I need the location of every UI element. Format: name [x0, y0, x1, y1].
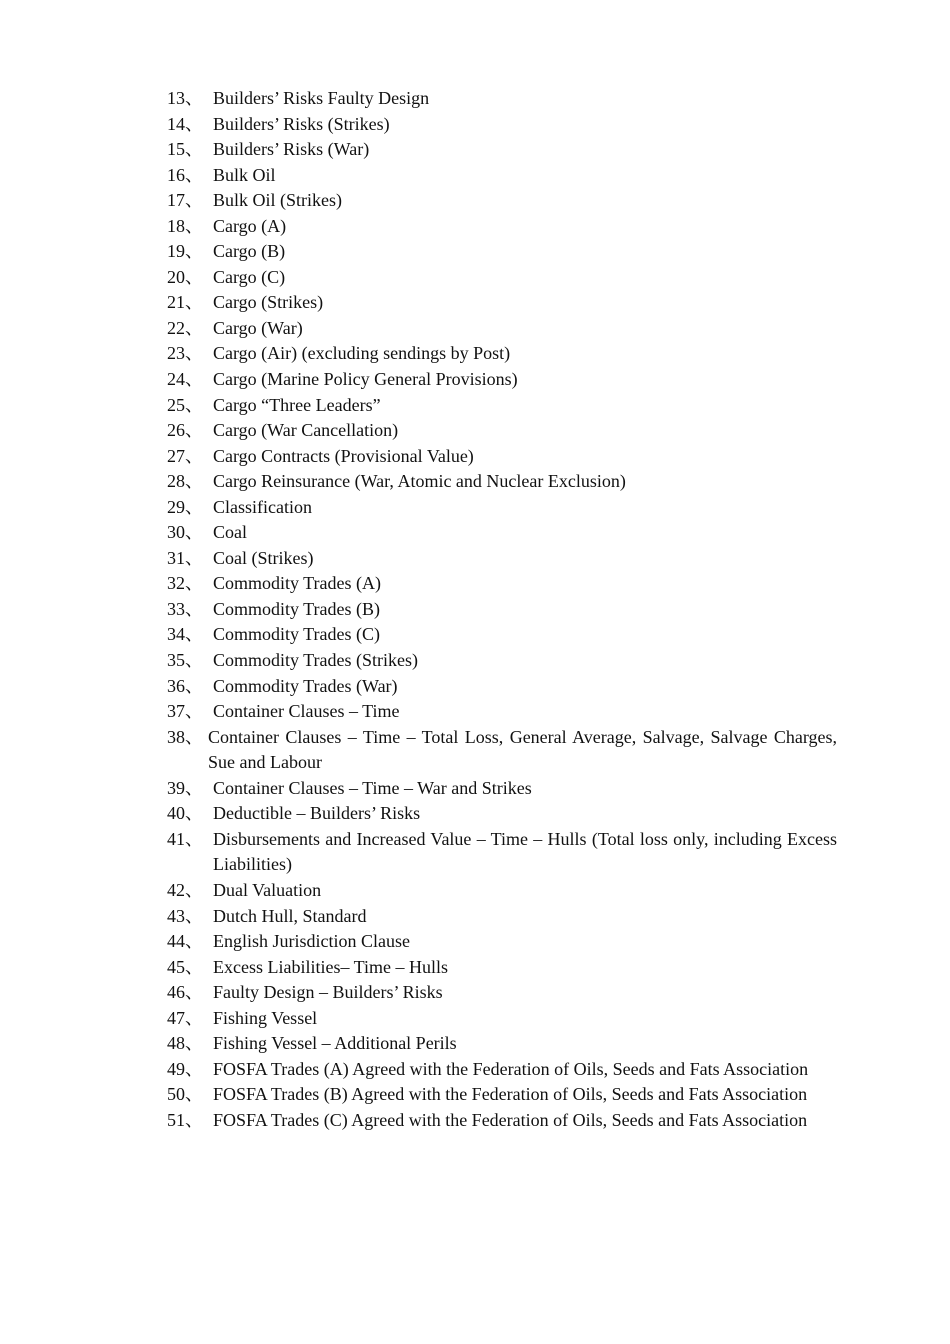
item-number: 18、 — [167, 215, 203, 236]
item-text: Classification — [213, 496, 312, 517]
list-item — [167, 597, 837, 623]
item-number: 31、 — [167, 547, 203, 568]
item-number: 41、 — [167, 828, 203, 849]
list-item — [167, 112, 837, 138]
item-text: Disbursements and Increased Value – Time – Hulls (Total loss only, including Excess Liabilities) — [213, 828, 837, 875]
list-item — [167, 188, 837, 214]
item-text: English Jurisdiction Clause — [213, 931, 410, 952]
item-number: 46、 — [167, 982, 203, 1003]
item-text: Cargo (Marine Policy General Provisions) — [213, 369, 518, 390]
item-text: Commodity Trades (B) — [213, 598, 381, 619]
item-number: 42、 — [167, 879, 203, 900]
list-item — [167, 495, 837, 521]
item-number: 13、 — [167, 88, 203, 108]
item-text: Bulk Oil — [213, 164, 276, 185]
item-number: 36、 — [167, 675, 203, 696]
item-text: Cargo (Strikes) — [213, 292, 324, 313]
item-text: Fishing Vessel – Additional Perils — [213, 1033, 457, 1054]
item-number: 38、 — [167, 726, 203, 747]
item-text: Cargo (C) — [213, 266, 286, 287]
item-number: 17、 — [167, 190, 203, 211]
item-number: 44、 — [167, 931, 203, 952]
list-item — [167, 163, 837, 189]
list-item — [167, 929, 837, 955]
item-number: 33、 — [167, 598, 203, 619]
list-item — [167, 571, 837, 597]
item-text: Bulk Oil (Strikes) — [213, 190, 342, 211]
item-number: 20、 — [167, 266, 203, 287]
item-text: Cargo (A) — [213, 215, 287, 236]
item-number: 37、 — [167, 701, 203, 722]
list-item — [167, 904, 837, 930]
item-text: Cargo (War) — [213, 317, 303, 338]
item-text: FOSFA Trades (C) Agreed with the Federation of Oils, Seeds and Fats Association — [213, 1109, 808, 1130]
item-text: Dual Valuation — [213, 879, 322, 900]
item-text: Fishing Vessel — [213, 1007, 318, 1028]
item-number: 39、 — [167, 777, 203, 798]
item-number: 49、 — [167, 1058, 203, 1079]
item-text: Excess Liabilities– Time – Hulls — [213, 956, 449, 977]
item-number: 15、 — [167, 139, 203, 160]
item-number: 14、 — [167, 113, 203, 134]
list-item — [167, 546, 837, 572]
item-text: Container Clauses – Time — [213, 701, 400, 722]
list-item — [167, 1031, 837, 1057]
list-item — [167, 367, 837, 393]
list-item — [167, 520, 837, 546]
list-item — [167, 1006, 837, 1032]
list-item — [167, 725, 837, 776]
item-number: 48、 — [167, 1033, 203, 1054]
list-item — [167, 341, 837, 367]
item-text: FOSFA Trades (A) Agreed with the Federation of Oils, Seeds and Fats Association — [213, 1058, 809, 1079]
item-number: 35、 — [167, 650, 203, 671]
item-text: Coal — [213, 522, 247, 543]
item-number: 43、 — [167, 905, 203, 926]
item-text: Cargo (War Cancellation) — [213, 420, 399, 441]
list-item — [167, 699, 837, 725]
list-item — [167, 316, 837, 342]
item-text: Builders’ Risks (War) — [213, 139, 370, 160]
item-text: Coal (Strikes) — [213, 547, 314, 568]
item-number: 47、 — [167, 1007, 203, 1028]
list-item — [167, 776, 837, 802]
item-number: 45、 — [167, 956, 203, 977]
item-number: 21、 — [167, 292, 203, 313]
list-item — [167, 648, 837, 674]
item-number: 50、 — [167, 1084, 203, 1105]
item-text: Cargo Contracts (Provisional Value) — [213, 445, 474, 466]
item-text: Dutch Hull, Standard — [213, 905, 367, 926]
list-item — [167, 1057, 837, 1083]
item-number: 40、 — [167, 803, 203, 824]
list-item — [167, 827, 837, 878]
list-item — [167, 1082, 837, 1108]
clause-list — [167, 86, 837, 1133]
item-number: 23、 — [167, 343, 203, 364]
item-text: Builders’ Risks (Strikes) — [213, 113, 390, 134]
list-item — [167, 980, 837, 1006]
item-text: Cargo (Air) (excluding sendings by Post) — [213, 343, 511, 364]
item-number: 32、 — [167, 573, 203, 594]
list-item — [167, 674, 837, 700]
item-text: Builders’ Risks Faulty Design — [213, 88, 430, 108]
item-text: FOSFA Trades (B) Agreed with the Federation of Oils, Seeds and Fats Association — [213, 1084, 808, 1105]
item-text: Commodity Trades (War) — [213, 675, 398, 696]
list-item — [167, 214, 837, 240]
item-text: Faulty Design – Builders’ Risks — [213, 982, 443, 1003]
list-item — [167, 469, 837, 495]
list-item — [167, 86, 837, 112]
list-item — [167, 418, 837, 444]
item-text: Container Clauses – Time – War and Strikes — [213, 777, 532, 798]
item-number: 28、 — [167, 471, 203, 492]
item-text: Commodity Trades (Strikes) — [213, 650, 419, 671]
item-number: 25、 — [167, 394, 203, 415]
item-text: Commodity Trades (A) — [213, 573, 382, 594]
item-number: 22、 — [167, 317, 203, 338]
item-number: 16、 — [167, 164, 203, 185]
list-item — [167, 290, 837, 316]
list-item — [167, 265, 837, 291]
item-text: Deductible – Builders’ Risks — [213, 803, 421, 824]
list-item — [167, 393, 837, 419]
item-text: Cargo “Three Leaders” — [213, 394, 381, 415]
item-number: 51、 — [167, 1109, 203, 1130]
item-number: 26、 — [167, 420, 203, 441]
item-text: Cargo Reinsurance (War, Atomic and Nuclear Exclusion) — [213, 471, 626, 492]
list-item — [167, 444, 837, 470]
list-item — [167, 622, 837, 648]
item-number: 34、 — [167, 624, 203, 645]
list-item — [167, 137, 837, 163]
item-text: Cargo (B) — [213, 241, 286, 262]
item-number: 29、 — [167, 496, 203, 517]
item-number: 19、 — [167, 241, 203, 262]
item-text: Commodity Trades (C) — [213, 624, 381, 645]
item-number: 30、 — [167, 522, 203, 543]
item-text: Container Clauses – Time – Total Loss, General Average, Salvage, Salvage Charges, Sue and Labour — [208, 726, 837, 773]
list-item — [167, 801, 837, 827]
list-item — [167, 955, 837, 981]
list-item — [167, 1108, 837, 1134]
list-item — [167, 878, 837, 904]
list-item — [167, 239, 837, 265]
item-number: 27、 — [167, 445, 203, 466]
item-number: 24、 — [167, 369, 203, 390]
